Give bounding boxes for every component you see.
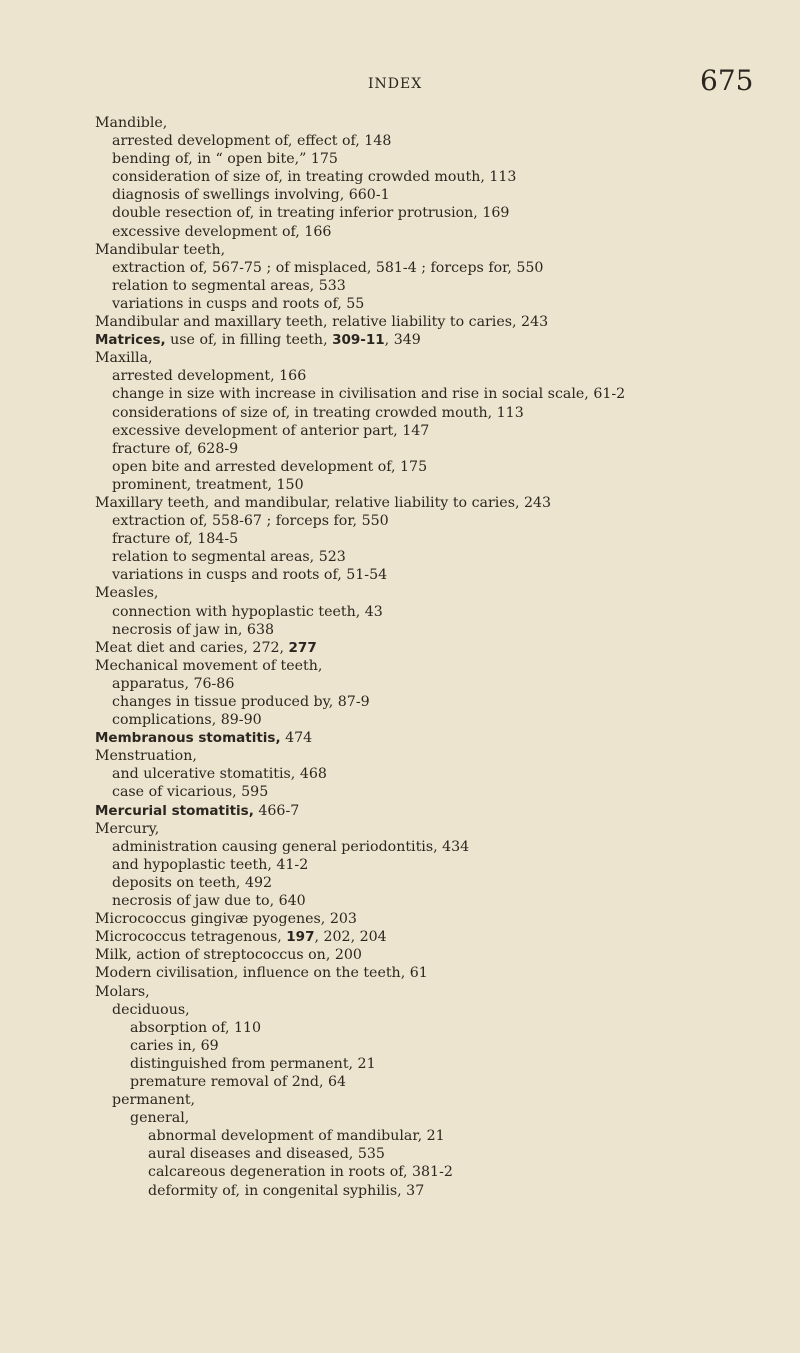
entry-text: general,	[130, 1110, 190, 1127]
index-heading	[95, 729, 790, 747]
index-heading	[95, 928, 790, 946]
index-heading	[95, 910, 790, 928]
index-heading	[95, 349, 790, 367]
entry-text: distinguished from permanent, 21	[130, 1055, 376, 1072]
entry-text: Micrococcus tetragenous,	[95, 929, 287, 946]
entry-text: Mechanical movement of teeth,	[95, 657, 323, 674]
index-subentry	[95, 422, 790, 440]
entry-text: Mandibular and maxillary teeth, relative liability to caries, 243	[95, 314, 549, 331]
entry-text: double resection of, in treating inferior protrusion, 169	[112, 205, 510, 222]
index-subentry	[95, 204, 790, 222]
entry-text: and hypoplastic teeth, 41-2	[112, 856, 309, 873]
entry-text: and ulcerative stomatitis, 468	[112, 766, 327, 783]
index-subentry	[95, 404, 790, 422]
index-subentry	[95, 566, 790, 584]
entry-tail: , 349	[384, 332, 421, 349]
entry-text: excessive development of, 166	[112, 223, 332, 240]
entry-text: deposits on teeth, 492	[112, 874, 273, 891]
entry-text: Mercury,	[95, 820, 160, 837]
entry-text: use of, in filling teeth,	[165, 332, 333, 349]
entry-text: necrosis of jaw in, 638	[112, 621, 274, 638]
index-subentry	[95, 1182, 790, 1200]
index-subentry	[95, 295, 790, 313]
entry-text: apparatus, 76-86	[112, 675, 235, 692]
index-subentry	[95, 856, 790, 874]
entry-text: Milk, action of streptococcus on, 200	[95, 947, 362, 964]
entry-text: fracture of, 184-5	[112, 531, 239, 548]
entry-text: Maxilla,	[95, 350, 153, 367]
entry-tail: , 202, 204	[314, 929, 387, 946]
index-subentry	[95, 548, 790, 566]
index-subentry	[95, 1109, 790, 1127]
index-subentry	[95, 512, 790, 530]
index-heading-bold: Matrices,	[95, 332, 166, 349]
entry-text: 466-7	[253, 802, 300, 819]
entry-text: aural diseases and diseased, 535	[148, 1146, 385, 1163]
index-subentry	[95, 765, 790, 783]
entry-text: relation to segmental areas, 523	[112, 549, 346, 566]
index-heading	[95, 820, 790, 838]
index-subentry	[95, 1163, 790, 1181]
index-subentry	[95, 150, 790, 168]
index-heading	[95, 241, 790, 259]
entry-text: diagnosis of swellings involving, 660-1	[112, 187, 390, 204]
index-subentry	[95, 603, 790, 621]
index-subentry	[95, 675, 790, 693]
index-heading	[95, 494, 790, 512]
index-subentry	[95, 1145, 790, 1163]
index-subentry	[95, 1055, 790, 1073]
index-subentry	[95, 621, 790, 639]
index-subentry	[95, 168, 790, 186]
entry-text: consideration of size of, in treating crowded mouth, 113	[112, 169, 517, 186]
entry-text: absorption of, 110	[130, 1019, 262, 1036]
entry-text: extraction of, 558-67 ; forceps for, 550	[112, 513, 389, 530]
entry-text: connection with hypoplastic teeth, 43	[112, 603, 383, 620]
entry-text: open bite and arrested development of, 175	[112, 458, 428, 475]
entry-text: variations in cusps and roots of, 55	[112, 295, 365, 312]
entry-text: Micrococcus gingivæ pyogenes, 203	[95, 911, 357, 928]
index-subentry	[95, 458, 790, 476]
entry-text: Meat diet and caries, 272,	[95, 639, 289, 656]
index-heading-bold: Mercurial stomatitis,	[95, 802, 254, 819]
index-subentry	[95, 1091, 790, 1109]
entry-text: arrested development, 166	[112, 368, 307, 385]
index-subentry	[95, 892, 790, 910]
entry-text: change in size with increase in civilisation and rise in social scale, 61-2	[112, 386, 626, 403]
principal-page-ref: 277	[288, 639, 317, 656]
entry-text: arrested development of, effect of, 148	[112, 133, 392, 150]
index-subentry	[95, 367, 790, 385]
entry-text: Measles,	[95, 585, 159, 602]
entry-text: Maxillary teeth, and mandibular, relative liability to caries, 243	[95, 494, 552, 511]
entry-text: considerations of size of, in treating crowded mouth, 113	[112, 404, 524, 421]
index-subentry	[95, 440, 790, 458]
entry-text: case of vicarious, 595	[112, 784, 269, 801]
entry-text: complications, 89-90	[112, 712, 262, 729]
index-subentry	[95, 223, 790, 241]
entry-text: prominent, treatment, 150	[112, 476, 304, 493]
index-entries	[95, 114, 790, 1200]
entry-text: fracture of, 628-9	[112, 440, 239, 457]
index-subentry	[95, 530, 790, 548]
page-number: 675	[700, 64, 754, 97]
principal-page-ref: 309-11	[332, 332, 385, 349]
entry-text: deformity of, in congenital syphilis, 37	[148, 1182, 425, 1199]
index-subentry	[95, 711, 790, 729]
principal-page-ref: 197	[286, 929, 315, 946]
index-heading	[95, 747, 790, 765]
page-header	[0, 60, 800, 100]
index-subentry	[95, 838, 790, 856]
index-subentry	[95, 1127, 790, 1145]
index-subentry	[95, 693, 790, 711]
entry-text: necrosis of jaw due to, 640	[112, 893, 306, 910]
index-subentry	[95, 1073, 790, 1091]
index-subentry	[95, 1001, 790, 1019]
index-heading	[95, 313, 790, 331]
entry-text: abnormal development of mandibular, 21	[148, 1128, 445, 1145]
running-head: INDEX	[368, 76, 423, 92]
entry-text: extraction of, 567-75 ; of misplaced, 581-4 ; forceps for, 550	[112, 259, 544, 276]
index-subentry	[95, 476, 790, 494]
index-subentry	[95, 1037, 790, 1055]
entry-text: administration causing general periodontitis, 434	[112, 838, 470, 855]
entry-text: relation to segmental areas, 533	[112, 277, 346, 294]
entry-text: Molars,	[95, 983, 150, 1000]
entry-text: permanent,	[112, 1092, 196, 1109]
entry-text: variations in cusps and roots of, 51-54	[112, 567, 388, 584]
index-subentry	[95, 259, 790, 277]
index-subentry	[95, 783, 790, 801]
index-subentry	[95, 385, 790, 403]
index-heading-bold: Membranous stomatitis,	[95, 730, 281, 747]
index-heading	[95, 964, 790, 982]
index-heading	[95, 114, 790, 132]
entry-text: Modern civilisation, influence on the teeth, 61	[95, 965, 428, 982]
entry-text: excessive development of anterior part, 147	[112, 422, 430, 439]
entry-text: Menstruation,	[95, 748, 197, 765]
entry-text: deciduous,	[112, 1001, 190, 1018]
index-heading	[95, 983, 790, 1001]
index-heading	[95, 584, 790, 602]
index-heading	[95, 802, 790, 820]
entry-text: calcareous degeneration in roots of, 381-2	[148, 1164, 453, 1181]
entry-text: bending of, in “ open bite,” 175	[112, 151, 338, 168]
index-heading	[95, 639, 790, 657]
index-subentry	[95, 1019, 790, 1037]
index-subentry	[95, 186, 790, 204]
entry-text: Mandible,	[95, 115, 168, 131]
index-subentry	[95, 277, 790, 295]
entry-text: caries in, 69	[130, 1037, 219, 1054]
index-subentry	[95, 132, 790, 150]
entry-text: changes in tissue produced by, 87-9	[112, 694, 370, 710]
index-heading	[95, 946, 790, 964]
index-heading	[95, 657, 790, 675]
index-subentry	[95, 874, 790, 892]
entry-text: Mandibular teeth,	[95, 241, 226, 258]
index-heading	[95, 331, 790, 349]
entry-text: premature removal of 2nd, 64	[130, 1073, 347, 1090]
entry-text: 474	[280, 730, 313, 747]
